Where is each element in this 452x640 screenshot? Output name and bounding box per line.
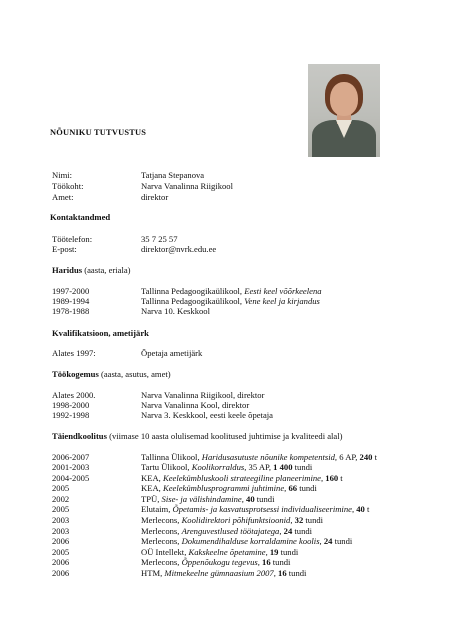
year: 2006 [52,557,70,567]
year: 2005 [52,504,70,514]
field-value: Õpetaja ametijärk [141,348,203,358]
contact-row [52,245,412,256]
field-value: Tatjana Stepanova [141,170,205,180]
field-label: Töökoht: [52,181,84,191]
section-heading-contact: Kontaktandmed [50,212,111,222]
year-range: 1989-1994 [52,296,90,306]
year: 2006 [52,536,70,546]
year: 2005 [52,483,70,493]
year-range: 1997-2000 [52,286,90,296]
education-row [52,307,412,318]
education-value: Tallinna Pedagoogikaülikool, Eesti keel võõrkeelena [141,286,322,296]
field-label: E-post: [52,244,77,254]
section-heading-work [52,370,171,379]
portrait-photo [308,64,380,157]
field-label: Alates 1997: [52,348,96,358]
year-range: 1998-2000 [52,400,90,410]
education-value: Tallinna Pedagoogikaülikool, Vene keel ja kirjandus [141,296,320,306]
identity-row [52,182,412,193]
year: 2001-2003 [52,462,90,472]
training-value: Elutaim, Õpetamis- ja kasvatusprotsessi individualiseerimine, 40 t [141,504,370,514]
field-label: Töötelefon: [52,234,93,244]
training-value: HTM, Mitmekeelne gümnaasium 2007, 16 tundi [141,568,307,578]
education-value: Narva 10. Keskkool [141,306,210,316]
field-label: Nimi: [52,170,73,180]
field-label: Amet: [52,192,74,202]
training-value: Merlecons, Arenguvestlused töötajatega, 24 tundi [141,526,313,536]
email-value: direktor@nvrk.edu.ee [141,244,217,254]
training-value: Tartu Ülikool, Koolikorraldus, 35 AP, 1 400 tundi [141,462,313,472]
identity-row [52,193,412,204]
section-heading-training [52,432,343,441]
training-value: Tallinna Ülikool, Haridusasutuste nõunike kompetentsid, 6 AP, 240 t [141,452,377,462]
section-heading-qualification: Kvalifikatsioon, ametijärk [52,328,149,338]
year-range: 1978-1988 [52,306,90,316]
training-value: KEA, Keelekümbluskooli strateegiline planeerimine, 160 t [141,473,343,483]
heading-text: Haridus [52,265,83,275]
year: 2006 [52,568,70,578]
training-value: KEA, Keelekümblusprogrammi juhtimine, 66 tundi [141,483,317,493]
training-row [52,569,412,580]
field-value: direktor [141,192,169,202]
work-row [52,411,412,422]
page-title: NÕUNIKU TUTVUSTUS [50,128,147,137]
year: 2006-2007 [52,452,90,462]
heading-note: (aasta, eriala) [84,265,131,275]
training-value: Merlecons, Dokumendihalduse korraldamine koolis, 24 tundi [141,536,353,546]
training-value: TPÜ, Sise- ja välishindamine, 40 tundi [141,494,275,504]
heading-note: (aasta, asutus, amet) [100,369,171,379]
work-value: Narva Vanalinna Riigikool, direktor [141,390,265,400]
year-range: Alates 2000. [52,390,96,400]
year: 2004-2005 [52,473,90,483]
work-value: Narva 3. Keskkool, eesti keele õpetaja [141,410,273,420]
heading-text: Täiendkoolitus [52,431,107,441]
training-value: OÜ Intellekt, Kakskeelne õpetamine, 19 tundi [141,547,299,557]
section-heading-education [52,266,131,275]
work-value: Narva Vanalinna Kool, direktor [141,400,250,410]
year: 2003 [52,526,70,536]
year: 2005 [52,547,70,557]
heading-note: (viimase 10 aasta olulisemad koolitused juhtimise ja kvaliteedi alal) [109,431,343,441]
training-value: Merlecons, Koolidirektori põhifunktsioonid, 32 tundi [141,515,324,525]
field-value: 35 7 25 57 [141,234,178,244]
year: 2002 [52,494,70,504]
training-value: Merlecons, Õppenõukogu tegevus, 16 tundi [141,557,291,567]
year-range: 1992-1998 [52,410,90,420]
qualification-row [52,349,412,360]
field-value: Narva Vanalinna Riigikool [141,181,233,191]
photo-face [330,82,358,116]
year: 2003 [52,515,70,525]
heading-text: Töökogemus [52,369,99,379]
